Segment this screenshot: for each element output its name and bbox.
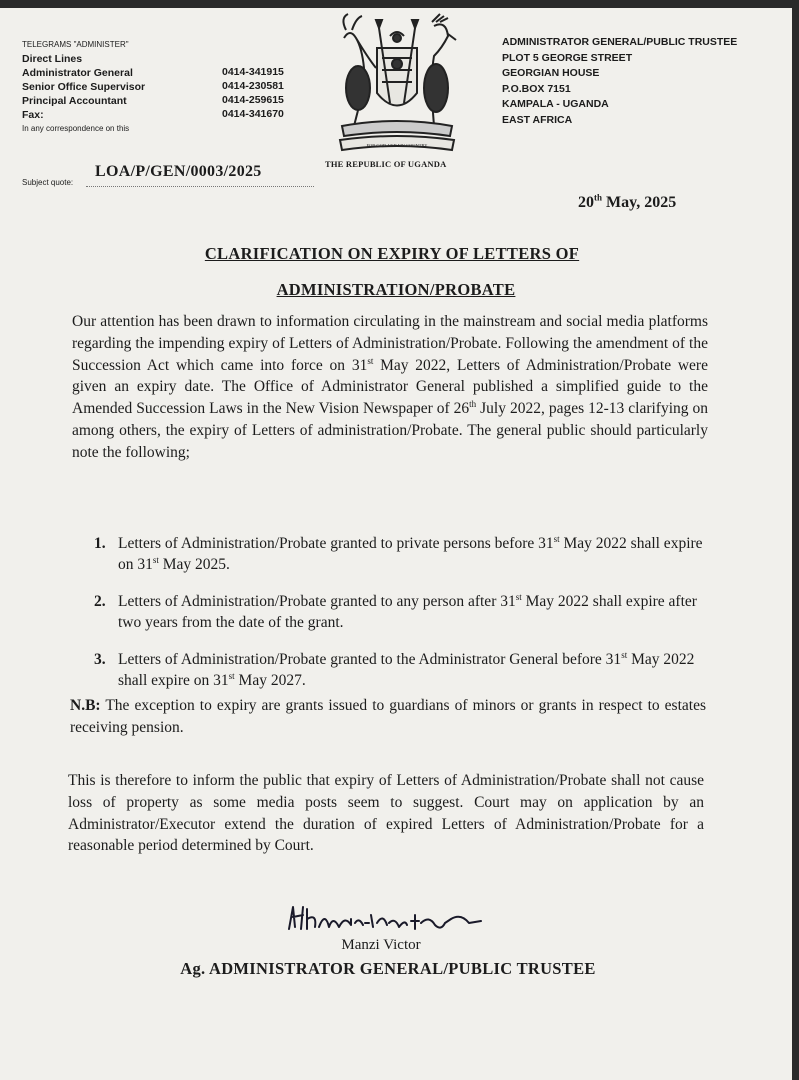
address-line: KAMPALA - UGANDA bbox=[502, 98, 609, 110]
date-suffix: th bbox=[594, 192, 603, 203]
ordinal-suffix: st bbox=[515, 591, 522, 602]
list-text: May 2025. bbox=[158, 556, 230, 573]
phone-number: 0414-341915 bbox=[222, 66, 284, 78]
list-text: May 2022 shall expire on 31 bbox=[118, 535, 703, 573]
contact-label: Administrator General bbox=[22, 67, 133, 79]
ordinal-suffix: th bbox=[469, 399, 477, 410]
date-rest: May, 2025 bbox=[602, 194, 677, 211]
intro-text: Our attention has been drawn to information circulating in the mainstream and social media platforms regarding the impending expiry of Letters of Administration/Probate. Following the amendment of the Succession Act which came into force on 31 bbox=[72, 313, 708, 374]
list-text: May 2027. bbox=[234, 672, 306, 689]
handwritten-signature-icon bbox=[285, 901, 515, 941]
address-line: ADMINISTRATOR GENERAL/PUBLIC TRUSTEE bbox=[502, 36, 738, 48]
list-text: May 2022 shall expire on 31 bbox=[118, 651, 695, 689]
intro-text: May 2022, Letters of Administration/Probate were given an expiry date. The Office of Administrator General published a simplified guide to the Amended Succession Laws in the New Vision Newspaper of 26 bbox=[72, 356, 708, 418]
intro-paragraph bbox=[72, 311, 708, 464]
phone-number: 0414-341670 bbox=[222, 108, 284, 120]
contact-label: Senior Office Supervisor bbox=[22, 81, 146, 93]
list-text: Letters of Administration/Probate granted to the Administrator General before 31 bbox=[118, 651, 622, 668]
telegrams-line: TELEGRAMS "ADMINISTER" bbox=[22, 40, 129, 49]
ordinal-suffix: st bbox=[152, 554, 159, 565]
ordinal-suffix: st bbox=[553, 533, 560, 544]
signatory-role: Ag. ADMINISTRATOR GENERAL/PUBLIC TRUSTEE bbox=[180, 959, 596, 978]
header-phone-numbers bbox=[222, 65, 284, 121]
header-contacts bbox=[22, 38, 145, 136]
date-day: 20 bbox=[578, 194, 594, 211]
correspondence-note: In any correspondence on this bbox=[22, 124, 130, 133]
list-number: 2. bbox=[94, 593, 106, 610]
republic-label: THE REPUBLIC OF UGANDA bbox=[325, 159, 447, 169]
address-line: GEORGIAN HOUSE bbox=[502, 67, 600, 79]
contact-label: Fax: bbox=[22, 109, 44, 121]
address-line: EAST AFRICA bbox=[502, 113, 573, 126]
phone-number: 0414-259615 bbox=[222, 94, 284, 106]
list-text: Letters of Administration/Probate granted to any person after 31 bbox=[118, 593, 516, 610]
list-text: May 2022 shall expire after two years from the date of the grant. bbox=[118, 593, 697, 631]
reference-number: LOA/P/GEN/0003/2025 bbox=[95, 163, 262, 180]
header-address bbox=[502, 35, 737, 128]
list-text: Letters of Administration/Probate granted to private persons before 31 bbox=[118, 535, 554, 552]
nb-label: N.B: bbox=[70, 697, 101, 714]
expiry-rules-list bbox=[94, 533, 706, 707]
contact-label: Direct Lines bbox=[22, 53, 83, 65]
ordinal-suffix: st bbox=[367, 355, 374, 366]
contact-label: Principal Accountant bbox=[22, 95, 127, 107]
phone-number: 0414-230581 bbox=[222, 80, 284, 92]
list-item bbox=[94, 533, 706, 575]
letter-page bbox=[0, 8, 792, 1080]
list-item bbox=[94, 591, 706, 633]
uganda-coat-of-arms-icon bbox=[322, 8, 472, 158]
ordinal-suffix: st bbox=[228, 670, 235, 681]
subject-quote-line bbox=[86, 186, 314, 187]
list-number: 1. bbox=[94, 535, 106, 552]
address-line: P.O.BOX 7151 bbox=[502, 82, 571, 95]
nb-paragraph bbox=[70, 695, 706, 739]
subject-quote-label: Subject quote: bbox=[22, 178, 74, 187]
list-number: 3. bbox=[94, 651, 106, 668]
nb-text: The exception to expiry are grants issued to guardians of minors or grants in respect to estates receiving pension. bbox=[70, 697, 706, 736]
closing-paragraph: This is therefore to inform the public that expiry of Letters of Administration/Probate shall not cause loss of property as some media posts seem to suggest. Court may on application by an Administrator/Executor extend the duration of expired Letters of Administration/Probate for a reasonable period determined by Court. bbox=[68, 772, 704, 855]
signatory-name: Manzi Victor bbox=[341, 937, 421, 953]
address-line: PLOT 5 GEORGE STREET bbox=[502, 51, 633, 64]
ordinal-suffix: st bbox=[621, 649, 628, 660]
letter-title-line-1: CLARIFICATION ON EXPIRY OF LETTERS OF bbox=[204, 244, 580, 263]
letter-date bbox=[578, 194, 676, 212]
crest-motto: FOR GOD AND MY COUNTRY bbox=[366, 143, 428, 148]
intro-text: July 2022, pages 12-13 clarifying on among others, the expiry of Letters of administration/Probate. The general public should particularly note the following; bbox=[72, 400, 709, 461]
list-item bbox=[94, 649, 706, 691]
letter-title-line-2: ADMINISTRATION/PROBATE bbox=[276, 280, 516, 299]
